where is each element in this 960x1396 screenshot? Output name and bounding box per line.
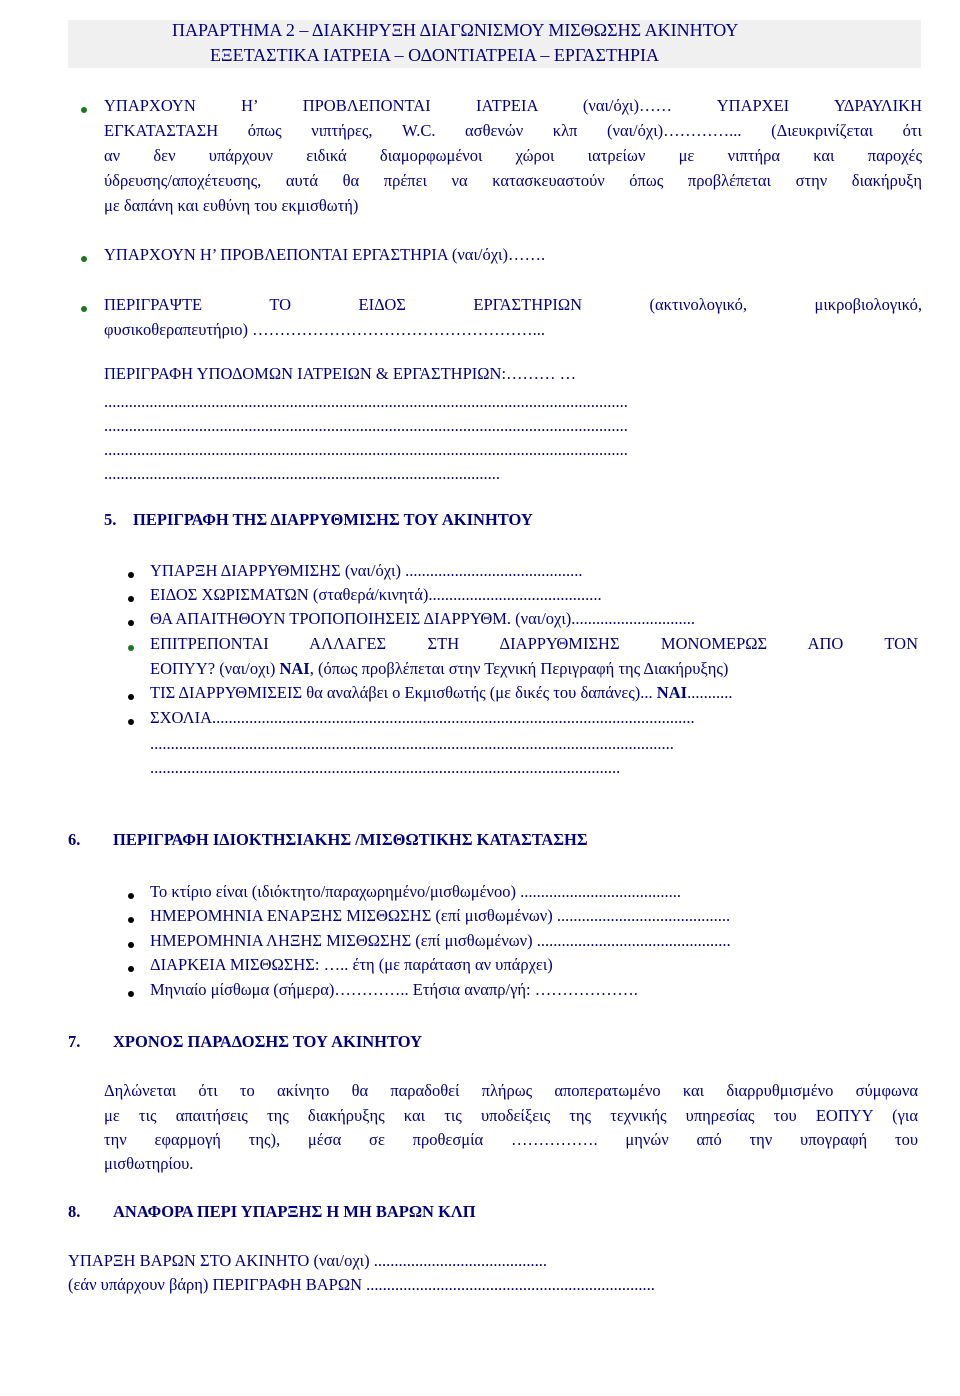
bullet-icon [128, 719, 134, 725]
monthly-rent-item: Μηνιαίο μίσθωμα (σήμερα)………….. Ετήσια αναπρ/γή: ………………. [150, 980, 638, 999]
lease-duration-item: ΔΙΑΡΚΕΙΑ ΜΙΣΘΩΣΗΣ: ….. έτη (με παράταση αν υπάρχει) [150, 955, 553, 974]
labs-question: ΥΠΑΡΧΟΥΝ Η’ ΠΡΟΒΛΕΠΟΝΤΑΙ ΕΡΓΑΣΤΗΡΙΑ (ναι/όχι)……. [104, 245, 546, 264]
bullet-icon [128, 966, 134, 972]
bullet-icon [81, 306, 87, 312]
delivery-line-3: την εφαρμογή της), μέσα σε προθεσμία ……………. μηνών από την υπογραφή του [104, 1130, 918, 1149]
section-6-title: ΠΕΡΙΓΡΑΦΗ ΙΔΙΟΚΤΗΣΙΑΚΗΣ /ΜΙΣΘΩΤΙΚΗΣ ΚΑΤΑΣΤΑΣΗΣ [113, 830, 588, 849]
bullet-icon [128, 620, 134, 626]
facilities-line-3: αν δεν υπάρχουν ειδικά διαμορφωμένοι χώροι ιατρείων με νιπτήρα και παροχές [104, 146, 922, 165]
comments-line-1: ΣΧΟΛΙΑ..................................................................................................................... [150, 708, 695, 727]
bullet-icon [128, 645, 134, 651]
delivery-line-4: μισθωτηρίου. [104, 1154, 194, 1173]
infrastructure-label: ΠΕΡΙΓΡΑΦΗ ΥΠΟΔΟΜΩΝ ΙΑΤΡΕΙΩΝ & ΕΡΓΑΣΤΗΡΙΩΝ:……… … [104, 364, 577, 383]
bullet-icon [128, 942, 134, 948]
infrastructure-dots-1: ............................................................................................................................... [104, 392, 628, 411]
bullet-icon [128, 991, 134, 997]
ownership-item: Το κτίριο είναι (ιδιόκτητο/παραχωρημένο/μισθωμένοο) ....................................... [150, 882, 682, 901]
facilities-line-1: ΥΠΑΡΧΟΥΝ Η’ ΠΡΟΒΛΕΠΟΝΤΑΙ ΙΑΤΡΕΙΑ (ναι/όχι)…… ΥΠΑΡΧΕΙ ΥΔΡΑΥΛΙΚΗ [104, 96, 922, 115]
lease-end-item: ΗΜΕΡΟΜΗΝΙΑ ΛΗΞΗΣ ΜΙΣΘΩΣΗΣ (επί μισθωμένων) ............................................... [150, 931, 731, 950]
layout-responsibility-item [150, 683, 732, 703]
section-6-number: 6. [68, 830, 81, 849]
section-8-title: ΑΝΑΦΟΡΑ ΠΕΡΙ ΥΠΑΡΞΗΣ Η ΜΗ ΒΑΡΩΝ ΚΛΠ [113, 1202, 476, 1221]
header-line-2: ΕΞΕΤΑΣΤΙΚΑ ΙΑΤΡΕΙΑ – ΟΔΟΝΤΙΑΤΡΕΙΑ – ΕΡΓΑΣΤΗΡΙΑ [210, 45, 660, 65]
infrastructure-dots-4: ................................................................................................ [104, 464, 500, 483]
comments-line-3: .................................................................................................................. [150, 758, 621, 777]
facilities-line-4: ύδρευσης/αποχέτευσης, αυτά θα πρέπει να κατασκευαστούν όπως προβλέπεται στην διακήρυξη [104, 171, 922, 190]
layout-exists-item: ΥΠΑΡΞΗ ΔΙΑΡΡΥΘΜΙΣΗΣ (ναι/όχι) ........................................... [150, 561, 583, 580]
section-7-title: ΧΡΟΝΟΣ ΠΑΡΑΔΟΣΗΣ ΤΟΥ ΑΚΙΝΗΤΟΥ [113, 1032, 423, 1051]
bullet-icon [128, 596, 134, 602]
section-8-number: 8. [68, 1202, 81, 1221]
facilities-line-5: με δαπάνη και ευθύνη του εκμισθωτή) [104, 196, 359, 215]
bullet-icon [128, 572, 134, 578]
changes-allowed-line-2 [150, 659, 728, 679]
encumbrances-description: (εάν υπάρχουν βάρη) ΠΕΡΙΓΡΑΦΗ ΒΑΡΩΝ ...................................................................... [68, 1275, 655, 1294]
changes-allowed-answer: ΝΑΙ [279, 659, 310, 678]
infrastructure-dots-2: ............................................................................................................................... [104, 416, 628, 435]
lease-start-item: ΗΜΕΡΟΜΗΝΙΑ ΕΝΑΡΞΗΣ ΜΙΣΘΩΣΗΣ (επί μισθωμένων) .......................................... [150, 906, 731, 925]
bullet-icon [128, 893, 134, 899]
encumbrances-question: ΥΠΑΡΞΗ ΒΑΡΩΝ ΣΤΟ ΑΚΙΝΗΤΟ (ναι/οχι) .......................................... [68, 1251, 547, 1270]
section-5-number: 5. [104, 510, 117, 529]
modifications-item: ΘΑ ΑΠΑΙΤΗΘΟΥΝ ΤΡΟΠΟΠΟΙΗΣΕΙΣ ΔΙΑΡΡΥΘΜ. (ναι/οχι).............................. [150, 609, 696, 628]
changes-allowed-question: ΕΟΠΥΥ? (ναι/οχι) [150, 659, 280, 678]
section-7-number: 7. [68, 1032, 81, 1051]
layout-responsibility-answer: ΝΑΙ [656, 683, 688, 702]
changes-allowed-note: , (όπως προβλέπεται στην Τεχνική Περιγραφή της Διακήρυξης) [309, 659, 729, 678]
document-header [68, 20, 921, 68]
layout-responsibility-dots: ........... [687, 683, 733, 702]
bullet-icon [81, 256, 87, 262]
lab-type-line-2: φυσικοθεραπευτήριο) ……………………………………………... [104, 320, 546, 339]
delivery-line-2: με τις απαιτήσεις της διακήρυξης και τις υποδείξεις της τεχνικής υπηρεσίας του ΕΟΠΥΥ (για [104, 1106, 918, 1125]
partition-type-item: ΕΙΔΟΣ ΧΩΡΙΣΜΑΤΩΝ (σταθερά/κινητά).......................................... [150, 585, 602, 604]
changes-allowed-line-1: ΕΠΙΤΡΕΠΟΝΤΑΙ ΑΛΛΑΓΕΣ ΣΤΗ ΔΙΑΡΡΥΘΜΙΣΗΣ ΜΟΝΟΜΕΡΩΣ ΑΠΟ ΤΟΝ [150, 634, 918, 653]
bullet-icon [128, 917, 134, 923]
section-5-title: ΠΕΡΙΓΡΑΦΗ ΤΗΣ ΔΙΑΡΡΥΘΜΙΣΗΣ ΤΟΥ ΑΚΙΝΗΤΟΥ [133, 510, 533, 529]
bullet-icon [128, 694, 134, 700]
infrastructure-dots-3: ............................................................................................................................... [104, 440, 628, 459]
header-line-1: ΠΑΡΑΡΤΗΜΑ 2 – ΔΙΑΚΗΡΥΞΗ ΔΙΑΓΩΝΙΣΜΟΥ ΜΙΣΘΩΣΗΣ ΑΚΙΝΗΤΟΥ [172, 20, 739, 40]
lab-type-line-1: ΠΕΡΙΓΡΑΨΤΕ ΤΟ ΕΙΔΟΣ ΕΡΓΑΣΤΗΡΙΩΝ (ακτινολογικό, μικροβιολογικό, [104, 295, 922, 314]
layout-responsibility-text: ΤΙΣ ΔΙΑΡΡΥΘΜΙΣΕΙΣ θα αναλάβει ο Εκμισθωτής (με δικές του δαπάνες)... [150, 683, 657, 702]
facilities-line-2: ΕΓΚΑΤΑΣΤΑΣΗ όπως νιπτήρες, W.C. ασθενών κλπ (ναι/όχι)…………... (Διευκρινίζεται ότι [104, 121, 922, 140]
comments-line-2: ............................................................................................................................... [150, 734, 674, 753]
delivery-line-1: Δηλώνεται ότι το ακίνητο θα παραδοθεί πλήρως αποπερατωμένο και διαρρυθμισμένο σύμφωνα [104, 1081, 918, 1100]
bullet-icon [81, 107, 87, 113]
